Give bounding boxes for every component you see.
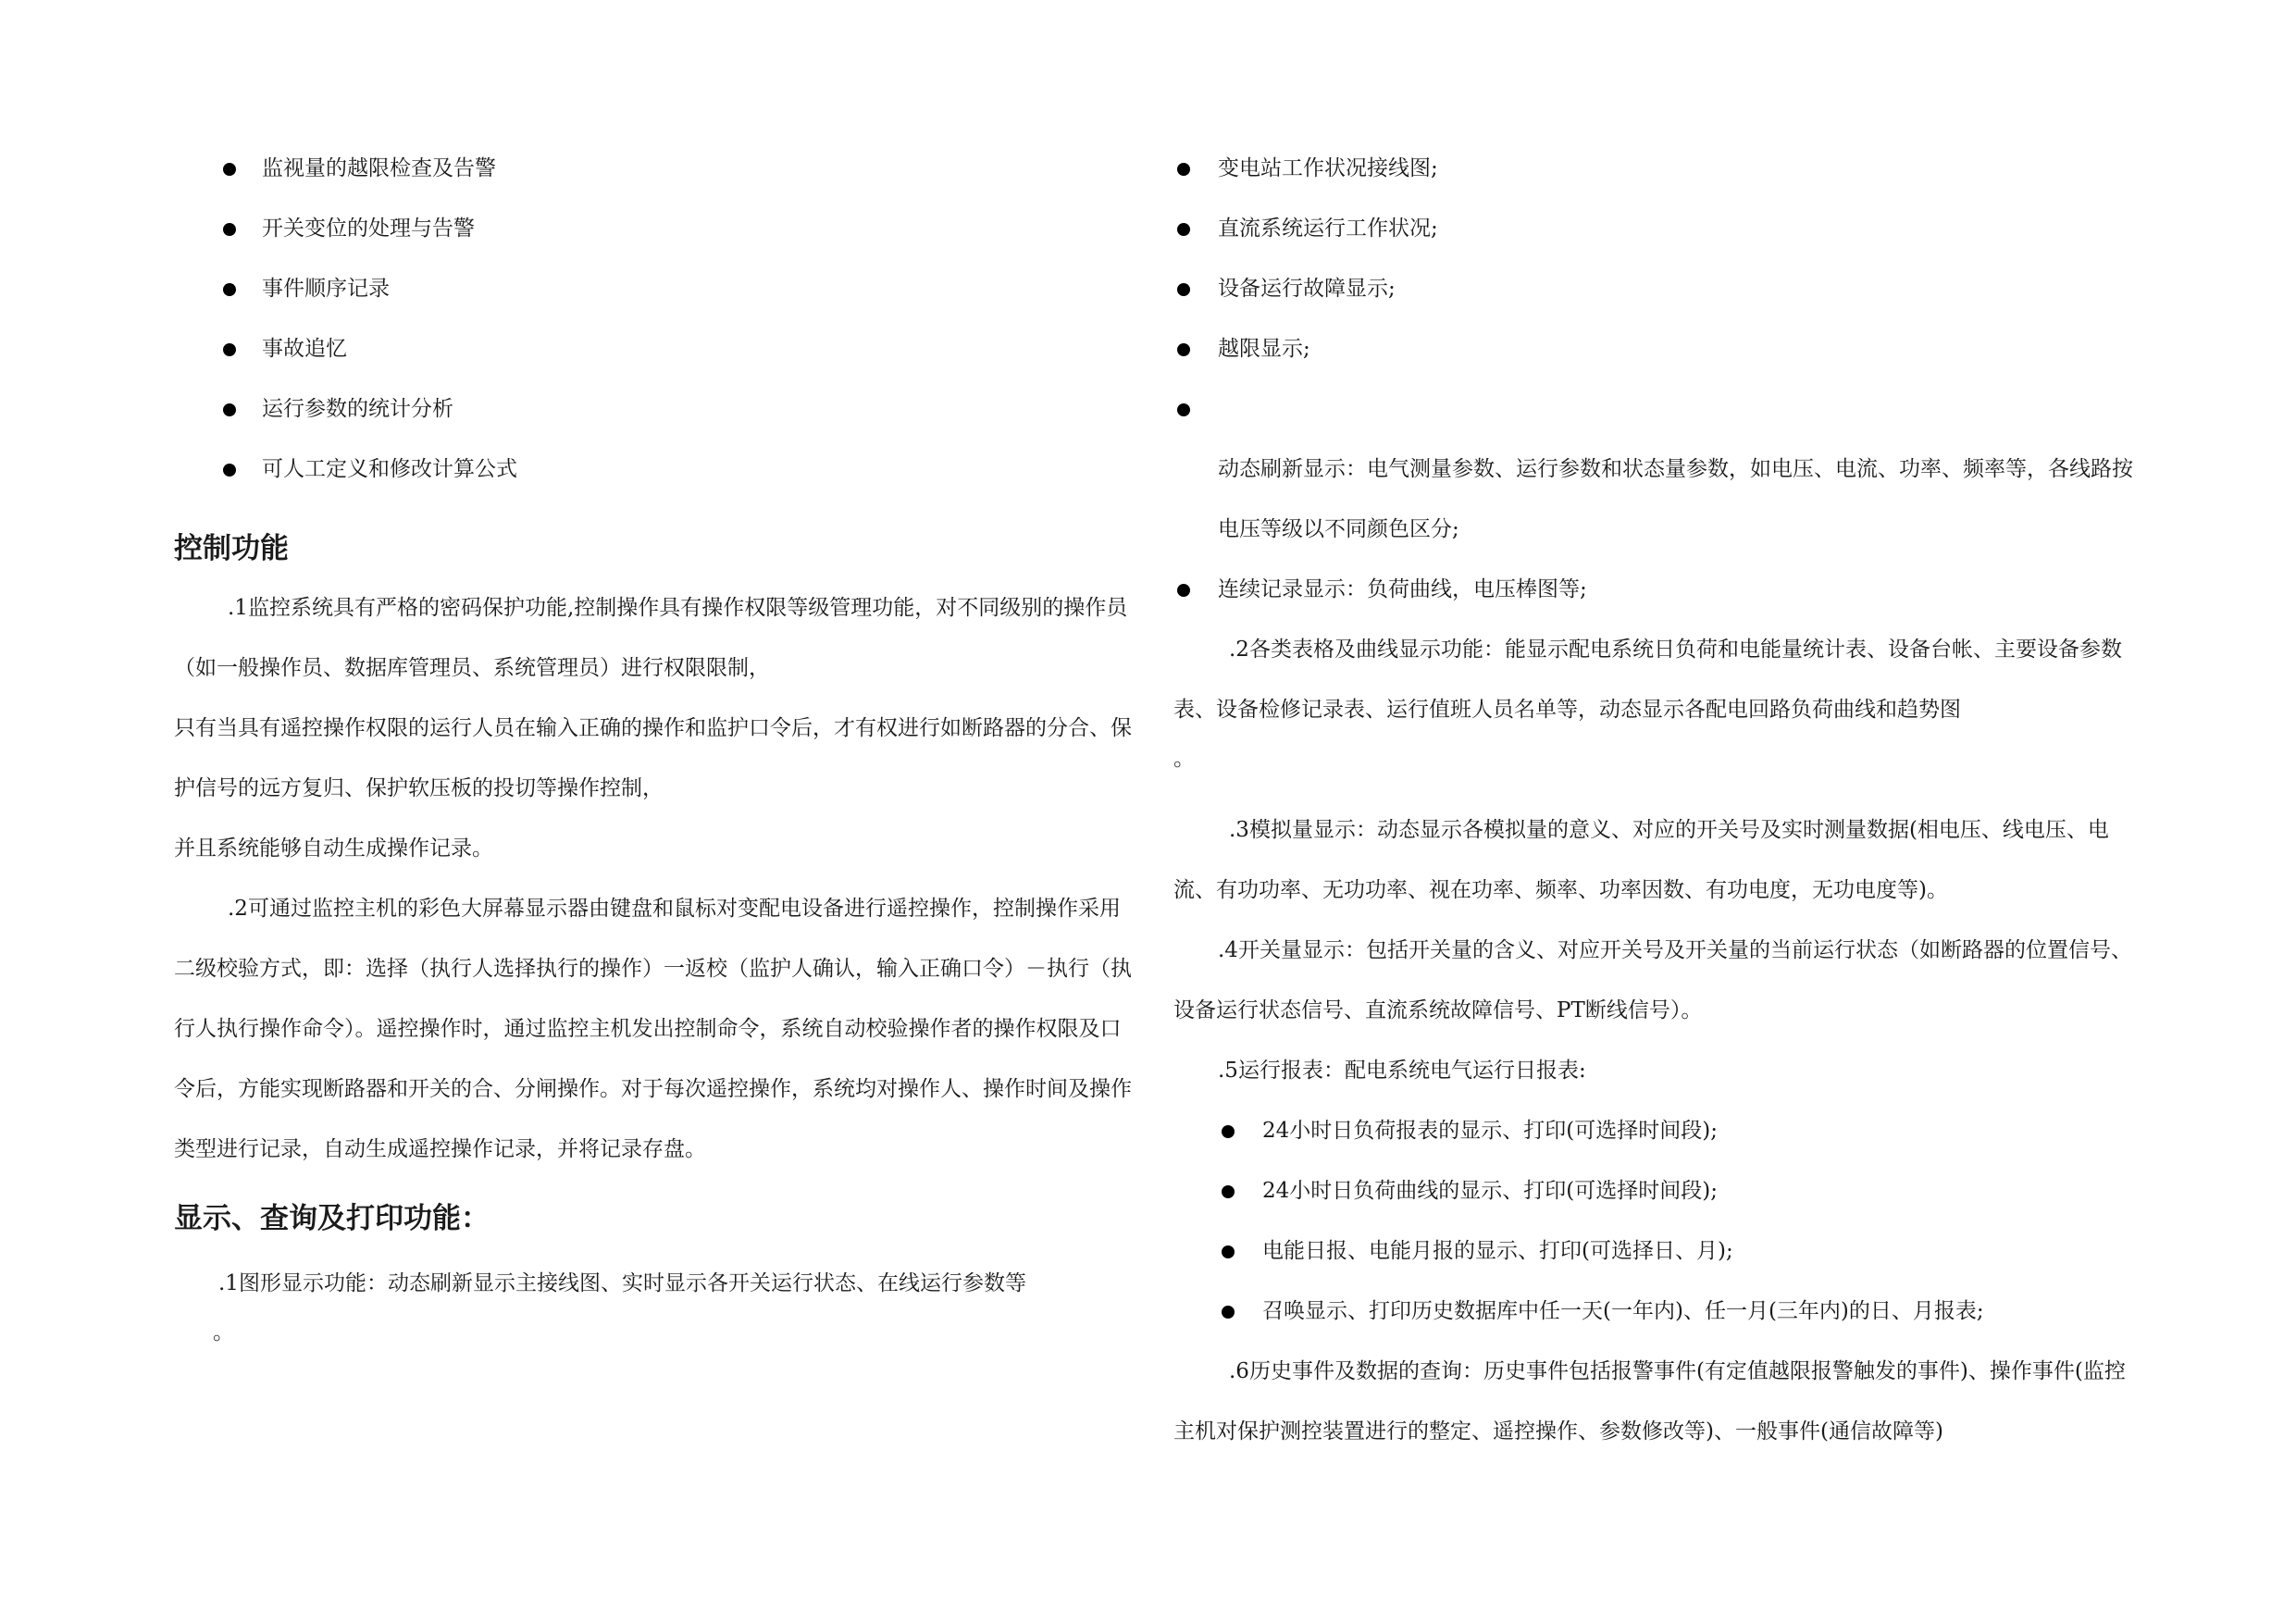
table-curve-paragraph: .2各类表格及曲线显示功能：能显示配电系统日负荷和电能量统计表、设备台帐、主要设备参数表、设备检修记录表、运行值班人员名单等，动态显示各配电回路负荷曲线和趋势图 bbox=[1173, 638, 2122, 722]
bullet-dot-icon bbox=[1177, 283, 1190, 296]
list-item-text: 事件顺序记录 bbox=[262, 277, 390, 301]
bullet-dot-icon bbox=[223, 163, 236, 176]
list-item-text: 监视量的越限检查及告警 bbox=[262, 156, 496, 180]
bullet-dot-icon bbox=[1177, 584, 1190, 597]
list-item-text: 24小时日负荷报表的显示、打印(可选择时间段); bbox=[1262, 1119, 1718, 1143]
bullet-dot-icon bbox=[223, 403, 236, 416]
analog-paragraph: .3模拟量显示：动态显示各模拟量的意义、对应的开关号及实时测量数据(相电压、线电压、电流、有功功率、无功功率、视在功率、频率、功率因数、有功电度，无功电度等)。 bbox=[1173, 818, 2109, 902]
bullet-dot-icon bbox=[1177, 343, 1190, 356]
report-bullet-list bbox=[1173, 1101, 2136, 1342]
control-paragraph-1a: .1监控系统具有严格的密码保护功能,控制操作具有操作权限等级管理功能，对不同级别的操作员（如一般操作员、数据库管理员、系统管理员）进行权限限制， bbox=[174, 596, 1128, 680]
list-item-text: 开关变位的处理与告警 bbox=[262, 217, 475, 241]
bullet-dot-icon bbox=[1222, 1245, 1235, 1258]
bullet-dot-icon bbox=[1177, 163, 1190, 176]
list-item bbox=[174, 259, 1136, 319]
list-item bbox=[1173, 560, 2136, 620]
left-column bbox=[174, 139, 1136, 1351]
display-paragraph-1-tail: 。 bbox=[213, 1320, 234, 1344]
display-heading: 显示、查询及打印功能： bbox=[174, 1202, 490, 1235]
list-item bbox=[1173, 1221, 2136, 1282]
history-paragraph: .6历史事件及数据的查询：历史事件包括报警事件(有定值越限报警触发的事件)、操作事件(监控主机对保护测控装置进行的整定、遥控操作、参数修改等)、一般事件(通信故障等) bbox=[1173, 1359, 2126, 1443]
bullet-dot-icon bbox=[1177, 223, 1190, 236]
control-heading: 控制功能 bbox=[174, 532, 289, 565]
list-item bbox=[1173, 319, 2136, 379]
list-item-text: 直流系统运行工作状况; bbox=[1218, 217, 1438, 241]
switch-paragraph: .4开关量显示：包括开关量的含义、对应开关号及开关量的当前运行状态（如断路器的位置信号、设备运行状态信号、直流系统故障信号、PT断线信号）。 bbox=[1173, 938, 2132, 1022]
list-item-text: 24小时日负荷曲线的显示、打印(可选择时间段); bbox=[1262, 1179, 1718, 1203]
display-paragraph-1: .1图形显示功能：动态刷新显示主接线图、实时显示各开关运行状态、在线运行参数等 bbox=[218, 1271, 1026, 1295]
bullet-dot-icon bbox=[1222, 1185, 1235, 1198]
bullet-dot-icon bbox=[1222, 1306, 1235, 1319]
continuous-bullet-list bbox=[1173, 560, 2136, 620]
list-item bbox=[1173, 199, 2136, 259]
bullet-dot-icon bbox=[223, 464, 236, 477]
display-bullet-list bbox=[1173, 139, 2136, 440]
list-item bbox=[174, 199, 1136, 259]
control-paragraph-1c: 并且系统能够自动生成操作记录。 bbox=[174, 836, 493, 861]
right-column bbox=[1173, 139, 2136, 1462]
list-item-text: 可人工定义和修改计算公式 bbox=[262, 457, 517, 481]
list-item-text: 运行参数的统计分析 bbox=[262, 397, 453, 421]
bullet-dot-icon bbox=[223, 223, 236, 236]
list-item-text: 事故追忆 bbox=[262, 337, 347, 361]
list-item bbox=[174, 379, 1136, 440]
list-item-text: 连续记录显示：负荷曲线，电压棒图等; bbox=[1218, 577, 1587, 601]
report-paragraph: .5运行报表：配电系统电气运行日报表: bbox=[1218, 1059, 1586, 1083]
list-item-text: 变电站工作状况接线图; bbox=[1218, 156, 1438, 180]
list-item bbox=[174, 139, 1136, 199]
list-item bbox=[174, 440, 1136, 500]
list-item bbox=[1173, 1282, 2136, 1342]
bullet-dot-icon bbox=[1222, 1125, 1235, 1138]
bullet-dot-icon bbox=[223, 283, 236, 296]
table-curve-paragraph-tail: 。 bbox=[1173, 747, 1195, 771]
dynamic-refresh-text: 动态刷新显示：电气测量参数、运行参数和状态量参数，如电压、电流、功率、频率等，各线路按电压等级以不同颜色区分; bbox=[1218, 457, 2133, 541]
list-item bbox=[1173, 1161, 2136, 1221]
list-item-text: 设备运行故障显示; bbox=[1218, 277, 1396, 301]
monitor-bullet-list bbox=[174, 139, 1136, 500]
bullet-dot-icon bbox=[223, 343, 236, 356]
list-item bbox=[1173, 1101, 2136, 1161]
list-item bbox=[1173, 259, 2136, 319]
control-paragraph-2: .2可通过监控主机的彩色大屏幕显示器由键盘和鼠标对变配电设备进行遥控操作，控制操作采用二级校验方式，即：选择（执行人选择执行的操作）一返校（监护人确认，输入正确口令）－执行（执行人执行操作命令）。遥控操作时，通过监控主机发出控制命令，系统自动校验操作者的操作权限及口令后，方能实现断路器和开关的合、分闸操作。对于每次遥控操作，系统均对操作人、操作时间及操作类型进行记录，自动生成遥控操作记录，并将记录存盘。 bbox=[174, 897, 1132, 1161]
list-item-text: 召唤显示、打印历史数据库中任一天(一年内)、任一月(三年内)的日、月报表; bbox=[1262, 1299, 1984, 1323]
list-item bbox=[1173, 139, 2136, 199]
list-item-text: 越限显示; bbox=[1218, 337, 1310, 361]
list-item bbox=[174, 319, 1136, 379]
list-item-text: 电能日报、电能月报的显示、打印(可选择日、月); bbox=[1262, 1239, 1733, 1263]
bullet-dot-icon bbox=[1177, 403, 1190, 416]
control-paragraph-1b: 只有当具有遥控操作权限的运行人员在输入正确的操作和监护口令后，才有权进行如断路器的分合、保护信号的远方复归、保护软压板的投切等操作控制， bbox=[174, 716, 1132, 800]
list-item bbox=[1173, 379, 2136, 440]
